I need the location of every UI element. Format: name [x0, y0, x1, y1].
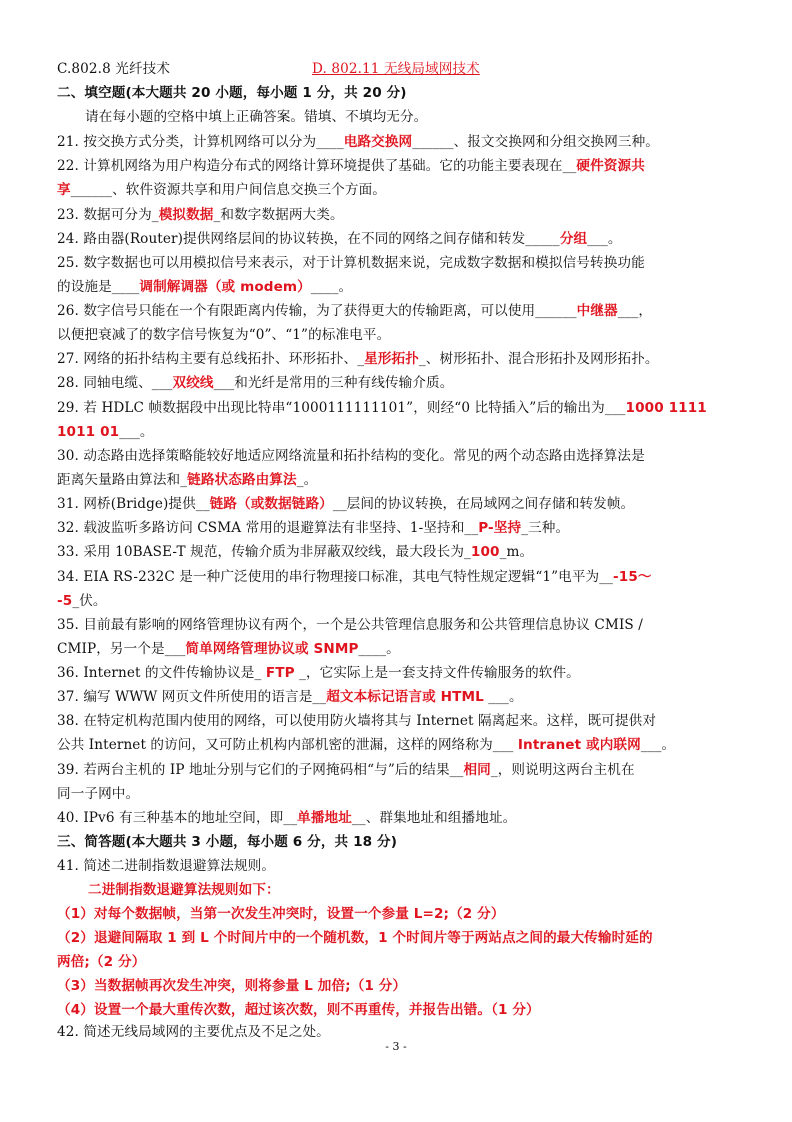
q23-answer: 模拟数据 [158, 207, 214, 223]
q33-answer: 100 [470, 544, 500, 560]
q26-answer: 中继器 [576, 303, 618, 319]
q27-text-end: _、树形拓扑、混合形拓扑及网形拓扑。 [418, 351, 659, 367]
q34-answer-cont: -5 [57, 593, 73, 609]
q21-answer: 电路交换网 [343, 134, 413, 150]
q23-text-end: _和数字数据两大类。 [213, 207, 344, 223]
q25-answer: 调制解调器（或 modem） [139, 279, 311, 295]
question-29-cont [57, 421, 747, 443]
question-23 [57, 204, 747, 226]
section-2-title: 二、填空题(本大题共 20 小题，每小题 1 分，共 20 分) [57, 85, 407, 101]
q27-text: 27. 网络的拓扑结构主要有总线拓扑、环形拓扑、_ [57, 351, 365, 367]
question-31 [57, 493, 747, 515]
q29-answer: 1000 1111 [625, 400, 707, 416]
q33-text-end: _m。 [499, 544, 534, 560]
q41-answer-step-2: （2）退避间隔取 1 到 L 个时间片中的一个随机数，1 个时间片等于两站点之间的最大传输时延的 [57, 930, 653, 946]
q36-text-end: _，它实际上是一套支持文件传输服务的软件。 [294, 665, 580, 681]
question-26-cont: 以便把衰减了的数字信号恢复为“0”、“1”的标准电平。 [57, 327, 391, 343]
question-29 [57, 397, 747, 419]
q38-text: 公共 Internet 的访问，又可防止机构内部机密的泄漏，这样的网络称为___ [57, 737, 518, 753]
q32-text: 32. 载波监听多路访问 CSMA 常用的退避算法有非坚持、1-坚持和__ [57, 520, 479, 536]
q21-text-end: ______、报文交换网和分组交换网三种。 [412, 134, 659, 150]
question-41: 41. 简述二进制指数退避算法规则。 [57, 858, 276, 874]
question-22-cont [57, 179, 747, 201]
q37-answer: 超文本标记语言或 HTML [326, 689, 484, 705]
q26-text: 26. 数字信号只能在一个有限距离内传输，为了获得更大的传输距离，可以使用______ [57, 303, 577, 319]
q29-text: 29. 若 HDLC 帧数据段中出现比特串“1000111111101”，则经“0 比特插入”后的输出为___ [57, 400, 626, 416]
q28-answer: 双绞线 [172, 375, 214, 391]
question-35: 35. 目前最有影响的网络管理协议有两个，一个是公共管理信息服务和公共管理信息协议 CMIS / [57, 617, 643, 633]
section-3-title: 三、简答题(本大题共 3 小题，每小题 6 分，共 18 分) [57, 834, 398, 850]
question-34 [57, 566, 747, 588]
option-c: C.802.8 光纤技术 [57, 61, 171, 77]
q32-answer: P-坚持 [478, 520, 522, 536]
question-42: 42. 简述无线局域网的主要优点及不足之处。 [57, 1024, 330, 1040]
q28-text-end: ___和光纤是常用的三种有线传输介质。 [213, 375, 454, 391]
question-30: 30. 动态路由选择策略能较好地适应网络流量和拓扑结构的变化。常见的两个动态路由选择算法是 [57, 448, 645, 464]
q38-answer: Intranet 或内联网 [517, 737, 641, 753]
question-25: 25. 数字数据也可以用模拟信号来表示，对于计算机数据来说，完成数字数据和模拟信号转换功能 [57, 255, 645, 271]
q29-answer-cont: 1011 01 [57, 424, 120, 440]
question-27 [57, 348, 747, 370]
question-22 [57, 155, 747, 177]
question-35-cont [57, 638, 747, 660]
q34-text: 34. EIA RS-232C 是一种广泛使用的串行物理接口标准，其电气特性规定逻辑“1”电平为__ [57, 569, 614, 585]
q25-text: 的设施是____ [57, 279, 140, 295]
q32-text-end: _三种。 [521, 520, 570, 536]
question-40 [57, 807, 747, 829]
q41-answer-step-1: （1）对每个数据帧，当第一次发生冲突时，设置一个参量 L=2;（2 分） [57, 906, 505, 922]
q36-answer: FTP [265, 665, 295, 681]
q39-text: 39. 若两台主机的 IP 地址分别与它们的子网掩码相“与”后的结果__ [57, 762, 464, 778]
q35-text: CMIP，另一个是___ [57, 641, 186, 657]
q40-answer: 单播地址 [297, 810, 352, 826]
q29-text-end: ___。 [119, 424, 154, 440]
question-25-cont [57, 276, 747, 298]
question-39 [57, 759, 747, 781]
q36-text: 36. Internet 的文件传输协议是_ [57, 665, 266, 681]
question-26 [57, 300, 747, 322]
option-d: D. 802.11 无线局域网技术 [312, 61, 480, 77]
q28-text: 28. 同轴电缆、___ [57, 375, 173, 391]
q35-answer: 简单网络管理协议或 SNMP [185, 641, 359, 657]
q41-answer-step-3: （3）当数据帧再次发生冲突，则将参量 L 加倍;（1 分） [57, 978, 407, 994]
q34-text-end: _伏。 [72, 593, 107, 609]
page-number: - 3 - [385, 1040, 407, 1053]
q37-text: 37. 编写 WWW 网页文件所使用的语言是__ [57, 689, 327, 705]
q22-answer: 硬件资源共 [576, 158, 645, 174]
q30-answer: 链路状态路由算法 [187, 472, 297, 488]
q22-text: 22. 计算机网络为用户构造分布式的网络计算环境提供了基础。它的功能主要表现在__ [57, 158, 577, 174]
q27-answer: 星形拓扑 [364, 351, 419, 367]
question-36 [57, 662, 747, 684]
q39-answer: 相同 [463, 762, 491, 778]
q40-text: 40. IPv6 有三种基本的地址空间，即__ [57, 810, 298, 826]
q38-text-end: ___。 [640, 737, 676, 753]
question-24 [57, 228, 747, 250]
q24-text: 24. 路由器(Router)提供网络层间的协议转换，在不同的网络之间存储和转发_____ [57, 231, 560, 247]
q22-text-end: ______、软件资源共享和用户间信息交换三个方面。 [70, 182, 386, 198]
q30-text-end: _。 [296, 472, 318, 488]
q34-answer: -15～ [613, 569, 652, 585]
question-21 [57, 131, 747, 153]
q41-answer-step-2-cont: 两倍;（2 分） [57, 954, 146, 970]
q21-text: 21. 按交换方式分类，计算机网络可以分为____ [57, 134, 344, 150]
q41-answer-step-4: （4）设置一个最大重传次数，超过该次数，则不再重传，并报告出错。（1 分） [57, 1002, 540, 1018]
q39-text-end: _，则说明这两台主机在 [490, 762, 635, 778]
q35-text-end: ____。 [358, 641, 400, 657]
option-row [57, 58, 747, 80]
q22-answer-cont: 享 [57, 182, 71, 198]
q31-answer: 链路（或数据链路） [209, 496, 333, 512]
q26-text-end: ___， [617, 303, 653, 319]
q25-text-end: ____。 [310, 279, 353, 295]
q31-text-end: __层间的协议转换，在局域网之间存储和转发帧。 [332, 496, 635, 512]
question-28 [57, 372, 747, 394]
q30-text: 距离矢量路由算法和_ [57, 472, 188, 488]
question-32 [57, 517, 747, 539]
q23-text: 23. 数据可分为_ [57, 207, 159, 223]
question-30-cont [57, 469, 747, 491]
question-33 [57, 541, 747, 563]
q41-answer-intro: 二进制指数退避算法规则如下： [88, 882, 280, 898]
q40-text-end: __、群集地址和组播地址。 [351, 810, 517, 826]
q33-text: 33. 采用 10BASE-T 规范，传输介质为非屏蔽双绞线，最大段长为_ [57, 544, 471, 560]
question-34-cont [57, 590, 747, 612]
q24-answer: 分组 [559, 231, 588, 247]
section-2-instructions: 请在每小题的空格中填上正确答案。错填、不填均无分。 [85, 109, 428, 125]
q31-text: 31. 网桥(Bridge)提供__ [57, 496, 210, 512]
question-37 [57, 686, 747, 708]
question-38: 38. 在特定机构范围内使用的网络，可以使用防火墙将其与 Internet 隔离起来。这样，既可提供对 [57, 713, 657, 729]
q24-text-end: ___。 [587, 231, 622, 247]
question-39-cont: 同一子网中。 [57, 786, 140, 802]
q37-text-end: ___。 [483, 689, 523, 705]
question-38-cont [57, 734, 747, 756]
